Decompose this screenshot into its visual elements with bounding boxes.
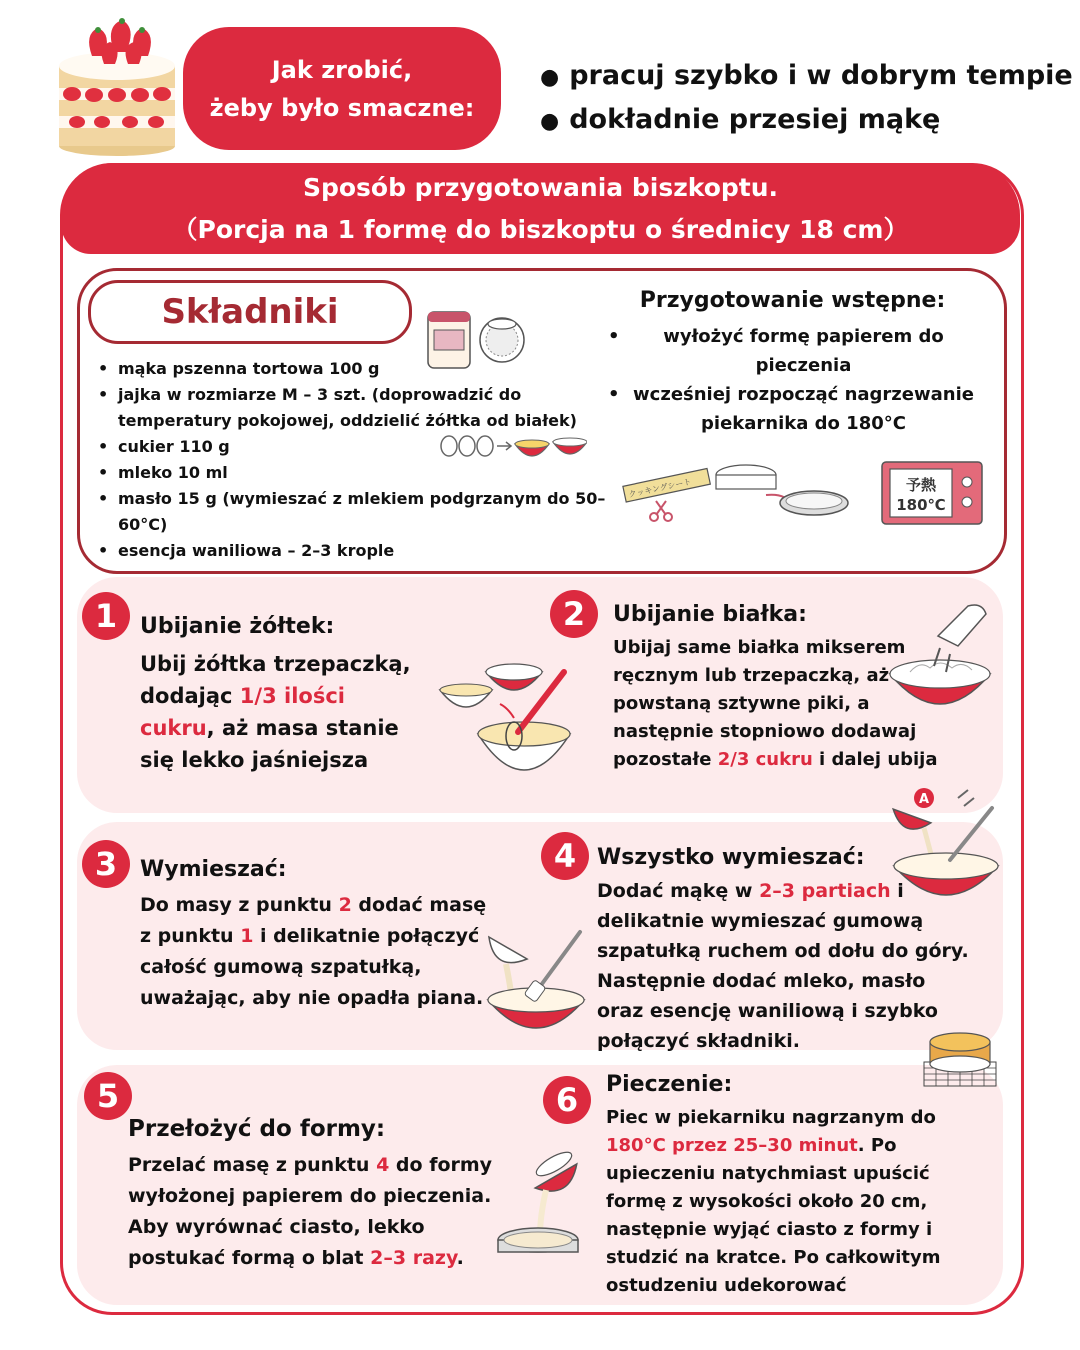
baked-sponge-on-rack-icon [920, 1022, 1000, 1090]
step-5-text-a: Przelać masę z punktu [128, 1154, 377, 1176]
step-3-text-c: i delikatnie połączyć całość gumową szpatułką, uważając, aby nie opadła piana. [140, 925, 484, 1009]
ingredients-title: Składniki [88, 280, 412, 344]
step-6-highlight: 180°C przez 25–30 minut [606, 1135, 858, 1156]
step-2-highlight: 2/3 cukru [717, 749, 813, 770]
tips-heading-line2: żeby było smaczne: [209, 93, 475, 122]
ingredient-item: • cukier 110 g [118, 434, 628, 460]
step-3-hl-2: 1 [240, 925, 254, 947]
step-4-badge: A [918, 792, 930, 807]
step-4-number: 4 [541, 832, 589, 880]
recipe-portion: （Porcja na 1 formę do biszkoptu o średnicy 18 cm） [172, 214, 909, 244]
prep-item: • wyłożyć formę papierem do pieczenia [606, 322, 989, 380]
step-6-number: 6 [543, 1076, 591, 1124]
tip-item: ● pracuj szybko i w dobrym tempie [540, 55, 1073, 99]
step-1-highlight: 1/3 ilości cukru [140, 684, 345, 740]
step-5-text [128, 1150, 503, 1274]
paper-roll-label: クッキングシート [627, 477, 693, 500]
step-3-title: Wymieszać: [140, 857, 287, 882]
step-4-text-b: i delikatnie wymieszać gumową szpatułką ruchem od dołu do góry. Następnie dodać mleko, masło oraz esencję waniliową i szybko połączyć składniki. [597, 880, 969, 1052]
hand-mixer-icon [880, 596, 1000, 716]
prep-title: Przygotowanie wstępne: [639, 288, 946, 313]
step-3-hl-1: 2 [338, 894, 352, 916]
mixing-all-icon [888, 786, 1008, 910]
step-1-number: 1 [82, 592, 130, 640]
step-5-hl-1: 4 [376, 1154, 390, 1176]
tips-list [540, 55, 1073, 143]
step-4-text-a: Dodać mąkę w [597, 880, 760, 902]
ingredient-item: • mleko 10 ml [118, 460, 628, 486]
step-1-title: Ubijanie żółtek: [140, 614, 335, 639]
recipe-title: Sposób przygotowania biszkoptu. [302, 172, 779, 202]
tip-item: ● dokładnie przesiej mąkę [540, 99, 1073, 143]
ingredient-item: • masło 15 g (wymieszać z mlekiem podgrzanym do 50–60°C) [118, 486, 628, 538]
step-2-title: Ubijanie białka: [613, 602, 807, 627]
prep-list [606, 322, 989, 438]
tips-heading-line1: Jak zrobić, [271, 55, 413, 84]
step-4-title: Wszystko wymieszać: [597, 845, 865, 870]
step-3-text-b: dodać masę z punktu [140, 894, 487, 947]
step-4-highlight: 2–3 partiach [759, 880, 891, 902]
step-2-text-b: i dalej ubija [812, 749, 938, 770]
step-5-text-b: do formy wyłożonej papierem do pieczenia. Aby wyrównać ciasto, lekko postukać formą o blat [128, 1154, 493, 1269]
step-6-text [606, 1104, 968, 1300]
step-1-text [140, 648, 425, 776]
step-5-text-c: . [456, 1247, 464, 1269]
ingredient-item: • jajka w rozmiarze M – 3 szt. (doprowadzić do temperatury pokojowej, oddzielić żółtka od białek) [118, 382, 628, 434]
ingredient-item: • esencja waniliowa – 2–3 krople [118, 538, 628, 564]
baking-paper-and-pan-icon [618, 457, 858, 527]
strawberry-cake-illustration [52, 8, 182, 158]
step-5-title: Przełożyć do formy: [128, 1116, 386, 1142]
step-3-text-a: Do masy z punktu [140, 894, 339, 916]
flour-and-sieve-icon [420, 304, 530, 372]
oven-icon [880, 460, 984, 526]
step-6-title: Pieczenie: [606, 1072, 733, 1097]
step-2-number: 2 [550, 590, 598, 638]
pouring-batter-icon [492, 1150, 592, 1262]
step-1-text-a: Ubij żółtka trzepaczką, dodając [140, 652, 411, 708]
step-6-text-a: Piec w piekarniku nagrzanym do [606, 1107, 936, 1128]
step-5-hl-2: 2–3 razy [370, 1247, 457, 1269]
step-5-number: 5 [84, 1072, 132, 1120]
whisking-yolks-icon [430, 650, 580, 780]
step-2-text-a: Ubijaj same białka mikserem ręcznym lub trzepaczką, aż powstaną sztywne piki, a następnie stopniowo dodawaj pozostałe [613, 637, 917, 770]
oven-label-bottom: 180℃ [896, 496, 946, 514]
step-3-text [140, 890, 495, 1014]
recipe-banner [61, 163, 1020, 254]
step-3-number: 3 [82, 840, 130, 888]
folding-batter-icon [480, 920, 600, 1038]
prep-item: • wcześniej rozpocząć nagrzewanie piekarnika do 180°C [606, 380, 989, 438]
tips-heading-pill [183, 27, 501, 150]
oven-label-top: 予熱 [905, 476, 937, 494]
step-6-text-b: . Po upieczeniu natychmiast upuścić formę z wysokości około 20 cm, następnie wyjąć ciasto z formy i studzić na kratce. Po całkowitym ostudzeniu udekorować [606, 1135, 941, 1296]
eggs-separating-icon [437, 426, 587, 466]
ingredient-item: • mąka pszenna tortowa 100 g [118, 356, 628, 382]
step-1-text-b: , aż masa stanie się lekko jaśniejsza [140, 716, 399, 772]
